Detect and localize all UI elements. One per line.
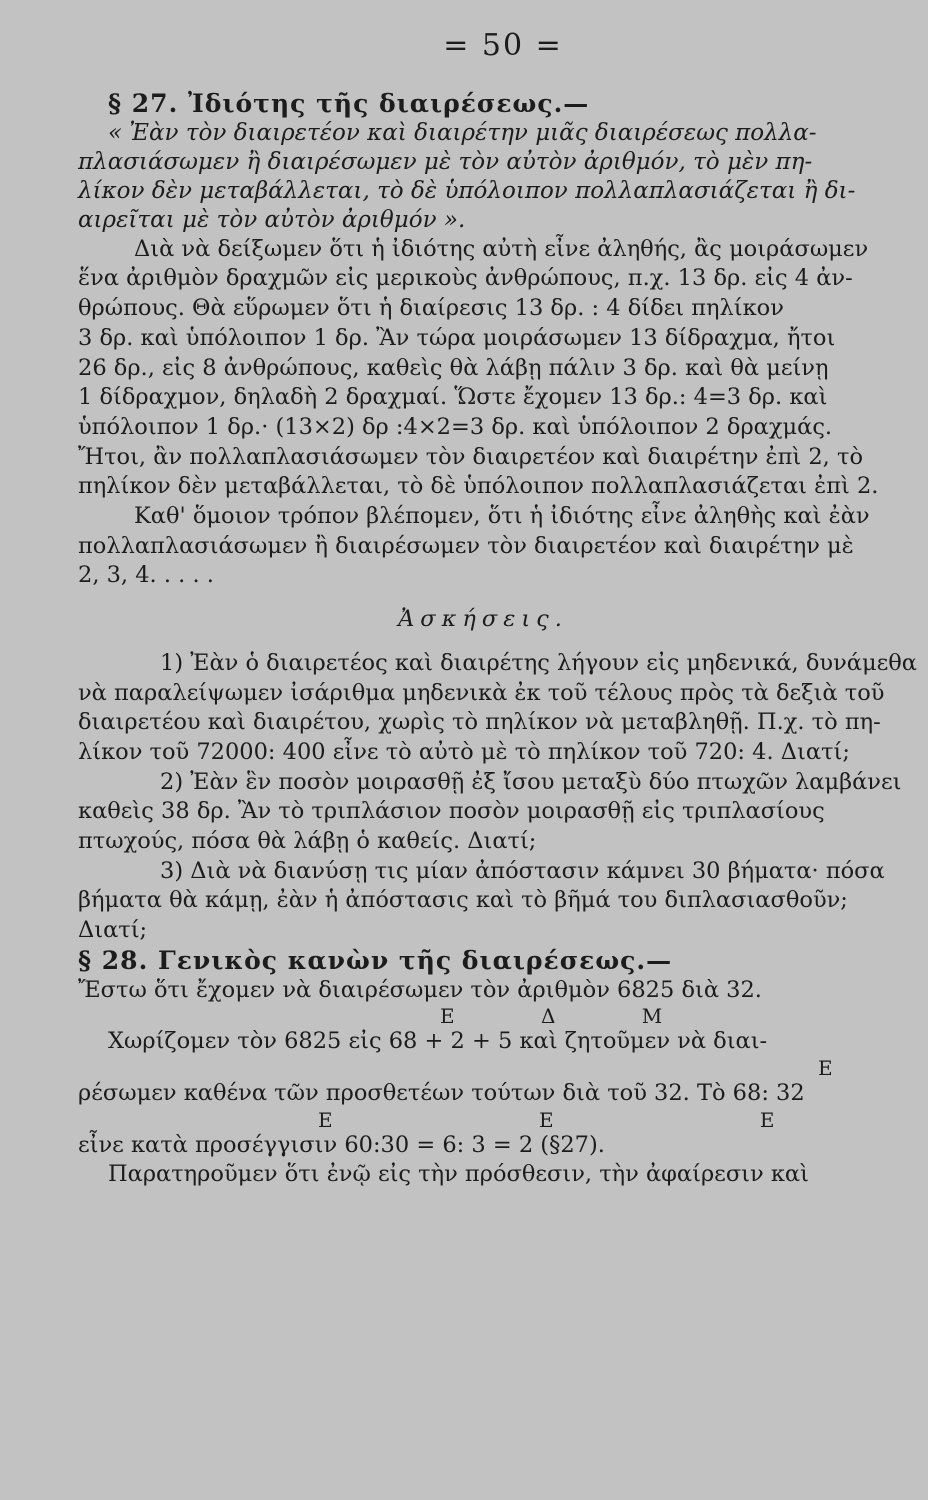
section-27 [78, 89, 888, 591]
exercise-line: νὰ παραλείψωμεν ἰσάριθμα μηδενικὰ ἐκ τοῦ τέλους πρὸς τὰ δεξιὰ τοῦ [78, 679, 885, 706]
text-line: Διὰ νὰ δείξωμεν ὅτι ἡ ἰδιότης αὐτὴ εἶνε ἀληθής, ἂς μοιράσωμεν [134, 235, 869, 262]
exercises [78, 605, 917, 946]
text-line: 26 δρ., εἰς 8 ἀνθρώπους, καθεὶς θὰ λάβῃ πάλιν 3 δρ. καὶ θὰ μείνῃ [78, 354, 829, 381]
text-line: ὑπόλοιπον 1 δρ.· (13×2) δρ :4×2=3 δρ. καὶ ὑπόλοιπον 2 δραχμάς. [78, 413, 833, 440]
text-line: θρώπους. Θὰ εὕρωμεν ὅτι ἡ διαίρεσις 13 δρ. : 4 δίδει πηλίκον [78, 295, 784, 322]
text-line: 1 δίδραχμον, δηλαδὴ 2 δραχμαί. Ὥστε ἔχομεν 13 δρ.: 4=3 δρ. καὶ [78, 384, 828, 411]
property-statement [78, 119, 888, 235]
exercise-line: 3) Διὰ νὰ διανύσῃ τις μίαν ἀπόστασιν κάμνει 30 βήματα· πόσα [160, 857, 885, 884]
place-value-letters: Ε Δ Μ [440, 1004, 703, 1029]
exercise-line: βήματα θὰ κάμῃ, ἐὰν ἡ ἀπόστασις καὶ τὸ βῆμά του διπλασιασθοῦν; [78, 887, 848, 914]
section-28-heading: § 28. Γενικὸς κανὼν τῆς διαιρέσεως.— [78, 945, 673, 975]
place-value-letters: Ε Ε Ε [318, 1107, 875, 1132]
exercise-line: λίκον τοῦ 72000: 400 εἶνε τὸ αὐτὸ μὲ τὸ πηλίκον τοῦ 720: 4. Διατί; [78, 738, 850, 765]
generalization-paragraph [78, 502, 888, 591]
exercise-line: Διατί; [78, 917, 148, 944]
text-line: Καθ' ὅμοιον τρόπον βλέπομεν, ὅτι ἡ ἰδιότης εἶνε ἀληθὴς καὶ ἐὰν [134, 503, 870, 530]
rule-line: αιρεῖται μὲ τὸν αὐτὸν ἀριθμόν ». [78, 206, 466, 233]
text-line: πολλαπλασιάσωμεν ἢ διαιρέσωμεν τὸν διαιρετέον καὶ διαιρέτην μὲ [78, 532, 854, 559]
exercise-line: πτωχούς, πόσα θὰ λάβῃ ὁ καθείς. Διατί; [78, 828, 537, 855]
rule-line: λίκον δὲν μεταβάλλεται, τὸ δὲ ὑπόλοιπον πολλαπλασιάζεται ἢ δι- [78, 177, 856, 204]
text-line: ἕνα ἀριθμὸν δραχμῶν εἰς μερικοὺς ἀνθρώπους, π.χ. 13 δρ. εἰς 4 ἀν- [78, 265, 853, 292]
section-27-heading: § 27. Ἰδιότης τῆς διαιρέσεως.— [108, 89, 590, 118]
section-28 [78, 946, 888, 1190]
exercise-line: καθεὶς 38 δρ. Ἂν τὸ τριπλάσιον ποσὸν μοιρασθῇ εἰς τριπλασίους [78, 798, 825, 825]
text-line: ρέσωμεν καθένα τῶν προσθετέων τούτων διὰ τοῦ 32. Τὸ 68: 32 [78, 1079, 805, 1106]
rule-line: πλασιάσωμεν ἢ διαιρέσωμεν μὲ τὸν αὐτὸν ἀριθμόν, τὸ μὲν πη- [78, 148, 813, 175]
text-line: Παρατηροῦμεν ὅτι ἐνῷ εἰς τὴν πρόσθεσιν, τὴν ἀφαίρεσιν καὶ [108, 1161, 809, 1188]
proof-paragraph [78, 235, 888, 502]
text-line: 2, 3, 4. . . . . [78, 562, 214, 589]
text-line: Ἔστω ὅτι ἔχομεν νὰ διαιρέσωμεν τὸν ἀριθμὸν 6825 διὰ 32. [78, 976, 762, 1003]
exercise-line: 2) Ἐὰν ἓν ποσὸν μοιρασθῇ ἐξ ἴσου μεταξὺ δύο πτωχῶν λαμβάνει [160, 768, 902, 795]
page-number: = 50 = [443, 28, 563, 63]
place-value-letter: Ε [818, 1055, 833, 1080]
text-line: Ἤτοι, ἂν πολλαπλασιάσωμεν τὸν διαιρετέον καὶ διαιρέτην ἐπὶ 2, τὸ [78, 443, 863, 470]
exercises-title: Ἀσκήσεις. [398, 606, 568, 633]
exercise-line: διαιρετέου καὶ διαιρέτου, χωρὶς τὸ πηλίκον νὰ μεταβληθῇ. Π.χ. τὸ πη- [78, 709, 881, 736]
text-line: πηλίκον δὲν μεταβάλλεται, τὸ δὲ ὑπόλοιπον πολλαπλασιάζεται ἐπὶ 2. [78, 473, 879, 500]
text-line: Χωρίζομεν τὸν 6825 εἰς 68 + 2 + 5 καὶ ζητοῦμεν νὰ διαι- [108, 1028, 768, 1055]
exercise-line: 1) Ἐὰν ὁ διαιρετέος καὶ διαιρέτης λήγουν εἰς μηδενικά, δυνάμεθα [160, 649, 917, 676]
text-line: εἶνε κατὰ προσέγγισιν 60:30 = 6: 3 = 2 (§27). [78, 1131, 605, 1158]
rule-line: « Ἐὰν τὸν διαιρετέον καὶ διαιρέτην μιᾶς διαιρέσεως πολλα- [108, 119, 817, 146]
text-line: 3 δρ. καὶ ὑπόλοιπον 1 δρ. Ἂν τώρα μοιράσωμεν 13 δίδραχμα, ἤτοι [78, 324, 836, 351]
